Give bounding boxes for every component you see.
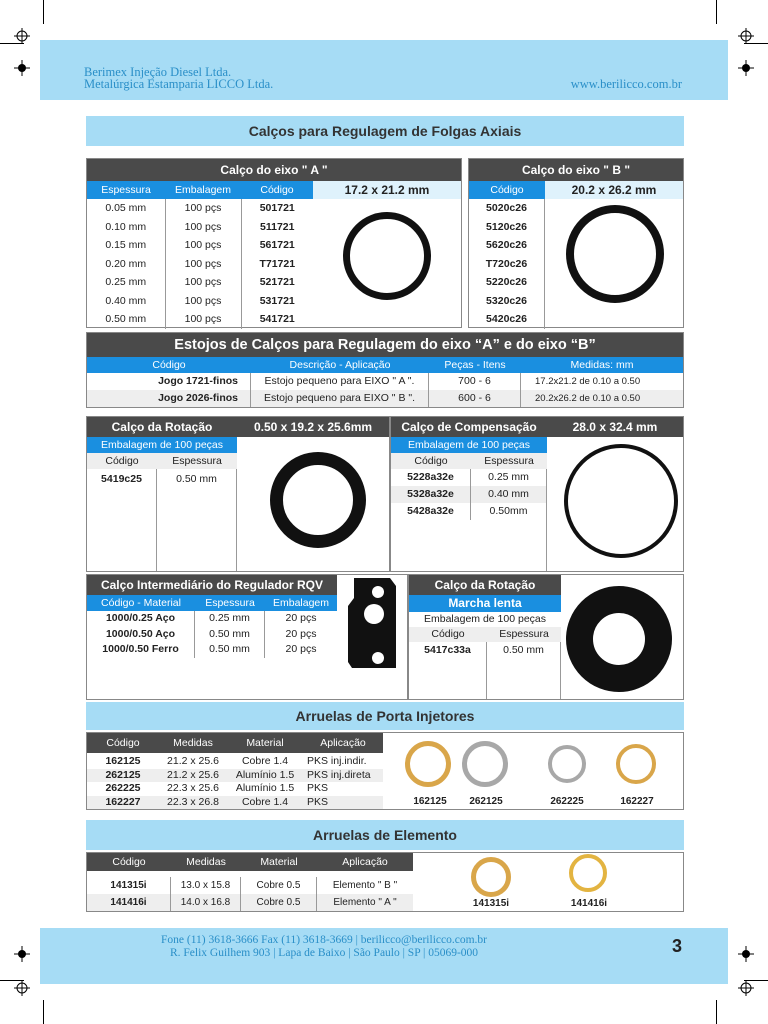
rotacao-code: 5419c25 (87, 469, 157, 571)
aplicacao-cell: PKS (307, 782, 329, 794)
rotacao-lenta-espessura: 0.50 mm (503, 644, 544, 656)
company-line-1: Berimex Injeção Diesel Ltda. (84, 65, 232, 79)
table-row (87, 273, 313, 292)
table-row (87, 373, 683, 390)
codigo-cell: 5620c26 (486, 239, 527, 251)
codigo-cell: 521721 (259, 276, 295, 289)
espessura-cell: 0.40 mm (488, 488, 529, 500)
estojos-panel (86, 332, 684, 408)
codigo-cell: 1000/0.50 Aço (87, 627, 195, 643)
eixo-b-code-list (469, 199, 545, 329)
image-label: 162125 (413, 796, 447, 807)
codigo-cell: 262225 (105, 782, 141, 794)
table-row (87, 218, 313, 237)
medidas-cell: 21.2 x 25.6 (167, 755, 219, 767)
material-cell: Cobre 1.4 (241, 755, 289, 767)
company-line-2: Metalúrgica Estamparia LICCO Ltda. (84, 77, 274, 91)
codigo-cell: 531721 (259, 294, 295, 307)
col-medidas: Medidas (173, 737, 213, 749)
col-medidas: Medidas: mm (570, 359, 634, 371)
eixo-a-washer-image (343, 212, 431, 300)
washer-aluminium-icon (462, 741, 508, 787)
embalagem-cell: 20 pçs (285, 643, 317, 655)
espessura-cell: 0.25 mm (87, 273, 165, 292)
espessura-cell: 0.50 mm (195, 642, 265, 658)
embalagem-cell: 100 pçs (165, 255, 241, 274)
rotacao-lenta-code: 5417c33a (409, 642, 487, 699)
codigo-cell: 5120c26 (486, 220, 527, 233)
table-row (87, 627, 337, 643)
estojos-title: Estojos de Calços para Regulagem do eixo “A” e do eixo “B” (87, 333, 683, 357)
arruelas-porta-title: Arruelas de Porta Injetores (86, 702, 684, 730)
washer-copper-icon (616, 744, 656, 784)
embalagem-cell: 100 pçs (165, 199, 241, 218)
rqv-rows (87, 611, 337, 699)
col-pecas: Peças - Itens (444, 359, 506, 371)
col-embalagem: Embalagem (272, 597, 330, 609)
washer-copper-icon (569, 854, 607, 892)
codigo-cell: T720c26 (485, 257, 528, 270)
col-espessura: Espessura (205, 597, 255, 609)
footer-line-2: R. Felix Guilhem 903 | Lapa de Baixo | São Paulo | SP | 05069-000 (169, 946, 479, 959)
compensacao-washer-image (564, 444, 678, 558)
compensacao-size: 28.0 x 32.4 mm (572, 420, 658, 434)
codigo-cell: 5220c26 (486, 276, 527, 288)
crop-mark (716, 0, 717, 24)
medidas-cell: 20.2x26.2 de 0.10 a 0.50 (535, 393, 641, 404)
registration-mark-icon (14, 980, 30, 996)
image-label: 262125 (469, 796, 503, 807)
website-link[interactable]: www.berilicco.com.br (570, 77, 682, 91)
eixo-a-title: Calço do eixo " A " (87, 159, 461, 181)
col-espessura: Espessura (499, 628, 549, 640)
rotacao-lenta-washer-image (566, 586, 672, 692)
codigo-cell: 1000/0.25 Aço (87, 611, 195, 627)
codigo-cell: 1000/0.50 Ferro (87, 642, 195, 658)
descricao-cell: Estojo pequeno para EIXO " A ". (251, 373, 429, 390)
embalagem-cell: 100 pçs (165, 273, 241, 292)
table-row (87, 796, 383, 810)
espessura-cell: 0.50mm (489, 505, 528, 517)
washer-copper-icon (405, 741, 451, 787)
image-label: 141416i (570, 898, 608, 909)
espessura-cell: 0.50 mm (195, 627, 265, 643)
page-number: 3 (672, 936, 683, 956)
col-codigo: Código (106, 737, 140, 749)
rqv-title: Calço Intermediário do Regulador RQV (87, 575, 337, 595)
arruelas-elemento-title: Arruelas de Elemento (86, 820, 684, 850)
aplicacao-cell: PKS inj.direta (307, 768, 371, 781)
rqv-shim-image (344, 576, 400, 674)
table-row (87, 769, 383, 783)
embalagem-cell: 100 pçs (165, 236, 241, 255)
codigo-cell: 501721 (259, 202, 295, 215)
eixo-a-table (87, 199, 313, 329)
codigo-cell: Jogo 1721-finos (87, 373, 251, 390)
espessura-cell: 0.20 mm (87, 255, 165, 274)
aplicacao-cell: PKS inj.indir. (307, 755, 367, 767)
registration-mark-icon (738, 60, 754, 76)
codigo-cell: 5228a32e (391, 469, 471, 486)
codigo-cell: 5020c26 (486, 202, 527, 214)
medidas-cell: 13.0 x 15.8 (171, 877, 241, 894)
image-label: 141315i (472, 898, 510, 909)
table-row (87, 199, 313, 218)
company-names (84, 66, 273, 90)
material-cell: Cobre 0.5 (241, 894, 317, 911)
rotacao-lenta-title: Calço da Rotação (409, 575, 561, 595)
codigo-cell: T71721 (259, 257, 296, 270)
codigo-cell: 5420c26 (486, 313, 527, 325)
registration-mark-icon (14, 946, 30, 962)
table-row (391, 503, 546, 520)
medidas-cell: 22.3 x 25.6 (167, 782, 219, 794)
eixo-b-size: 20.2 x 26.2 mm (545, 181, 683, 199)
pecas-cell: 700 - 6 (429, 373, 521, 390)
codigo-cell: 511721 (260, 220, 295, 233)
medidas-cell: 14.0 x 16.8 (171, 894, 241, 911)
rotacao-espessura: 0.50 mm (176, 473, 217, 485)
codigo-cell: 141315i (87, 877, 171, 894)
codigo-cell: 5328a32e (391, 486, 471, 503)
col-medidas: Medidas (186, 856, 226, 868)
codigo-cell: 5428a32e (391, 503, 471, 520)
col-codigo: Código (469, 181, 545, 199)
registration-mark-icon (14, 60, 30, 76)
espessura-cell: 0.10 mm (87, 218, 165, 237)
table-row (87, 782, 383, 796)
col-codigo: Código (414, 455, 448, 467)
washer-copper-icon (471, 857, 511, 897)
medidas-cell: 22.3 x 26.8 (167, 795, 219, 808)
table-row (87, 292, 313, 311)
col-codigo: Código (431, 628, 465, 640)
col-embalagem: Embalagem (165, 181, 241, 199)
footer-line-1: Fone (11) 3618-3666 Fax (11) 3618-3669 | berilicco@berilicco.com.br (161, 934, 487, 946)
table-row (87, 236, 313, 255)
col-espessura: Espessura (484, 455, 534, 467)
codigo-cell: 561721 (259, 239, 295, 252)
aplicacao-cell: Elemento " A " (333, 897, 397, 908)
codigo-cell: 541721 (259, 313, 295, 326)
registration-mark-icon (738, 980, 754, 996)
espessura-cell: 0.25 mm (488, 471, 529, 483)
codigo-cell: 141416i (87, 894, 171, 911)
col-espessura: Espessura (87, 181, 165, 199)
aplicacao-cell: PKS (307, 795, 329, 808)
codigo-cell: 5320c26 (486, 294, 527, 307)
col-codigo: Código (241, 181, 313, 199)
arruelas-porta-panel (86, 732, 684, 810)
espessura-cell: 0.05 mm (87, 199, 165, 218)
registration-mark-icon (738, 28, 754, 44)
registration-mark-icon (14, 28, 30, 44)
espessura-cell: 0.50 mm (87, 310, 165, 329)
col-codigo: Código (152, 359, 186, 371)
image-label: 162227 (620, 796, 654, 807)
material-cell: Cobre 0.5 (241, 877, 317, 894)
material-cell: Alumínio 1.5 (235, 768, 295, 781)
col-material: Material (260, 856, 298, 868)
espessura-cell: 0.40 mm (87, 292, 165, 311)
eixo-b-washer-image (566, 205, 664, 303)
image-label: 262225 (550, 796, 584, 807)
medidas-cell: 17.2x21.2 de 0.10 a 0.50 (535, 376, 641, 387)
table-row (391, 486, 546, 503)
footer-contact (40, 934, 608, 959)
table-row (391, 469, 546, 486)
estojos-rows (87, 373, 683, 407)
col-codigo: Código (112, 856, 146, 868)
rotacao-washer-image (270, 452, 366, 548)
table-row (87, 255, 313, 274)
pecas-cell: 600 - 6 (429, 390, 521, 407)
compensacao-title: Calço de Compensação (401, 420, 537, 434)
embalagem-cell: 100 pçs (165, 310, 241, 329)
table-row (87, 390, 683, 407)
col-aplicacao: Aplicação (342, 856, 388, 868)
medidas-cell: 21.2 x 25.6 (167, 768, 219, 781)
material-cell: Cobre 1.4 (241, 795, 289, 808)
rotacao-title: Calço da Rotação (111, 420, 213, 434)
embalagem-cell: 20 pçs (285, 612, 317, 624)
aplicacao-cell: Elemento " B " (332, 880, 398, 891)
compensacao-pack: Embalagem de 100 peças (391, 437, 547, 453)
crop-mark (43, 1000, 44, 1024)
col-codigo: Código (105, 455, 139, 467)
embalagem-cell: 20 pçs (285, 627, 317, 640)
washer-aluminium-icon (548, 745, 586, 783)
table-row (87, 894, 413, 911)
crop-mark (716, 1000, 717, 1024)
espessura-cell: 0.25 mm (195, 611, 265, 627)
espessura-cell: 0.15 mm (87, 236, 165, 255)
table-row (87, 642, 337, 658)
embalagem-cell: 100 pçs (165, 292, 241, 311)
crop-mark (43, 0, 44, 24)
col-codigo-material: Código - Material (101, 597, 181, 609)
table-row (87, 877, 413, 894)
table-row (87, 611, 337, 627)
col-descricao: Descrição - Aplicação (289, 359, 391, 371)
rotacao-lenta-pack: Embalagem de 100 peças (424, 613, 546, 625)
codigo-cell: 162125 (105, 755, 141, 767)
embalagem-cell: 100 pçs (165, 218, 241, 237)
main-title: Calços para Regulagem de Folgas Axiais (86, 116, 684, 146)
arruelas-porta-rows (87, 753, 383, 809)
eixo-a-size: 17.2 x 21.2 mm (313, 181, 461, 199)
col-espessura: Espessura (172, 455, 222, 467)
compensacao-rows (391, 469, 547, 571)
material-cell: Alumínio 1.5 (235, 782, 295, 794)
registration-mark-icon (738, 946, 754, 962)
col-aplicacao: Aplicação (320, 737, 366, 749)
rotacao-size: 0.50 x 19.2 x 25.6mm (253, 420, 373, 434)
col-material: Material (246, 737, 284, 749)
codigo-cell: 262125 (105, 768, 141, 781)
codigo-cell: Jogo 2026-finos (87, 390, 251, 407)
codigo-cell: 162227 (105, 795, 141, 808)
rotacao-lenta-subtitle: Marcha lenta (409, 595, 561, 612)
eixo-b-title: Calço do eixo " B " (469, 159, 683, 181)
table-row (87, 310, 313, 329)
rotacao-pack: Embalagem de 100 peças (87, 437, 237, 453)
descricao-cell: Estojo pequeno para EIXO " B ". (251, 390, 429, 407)
table-row (87, 755, 383, 769)
arruelas-elemento-rows (87, 871, 413, 911)
